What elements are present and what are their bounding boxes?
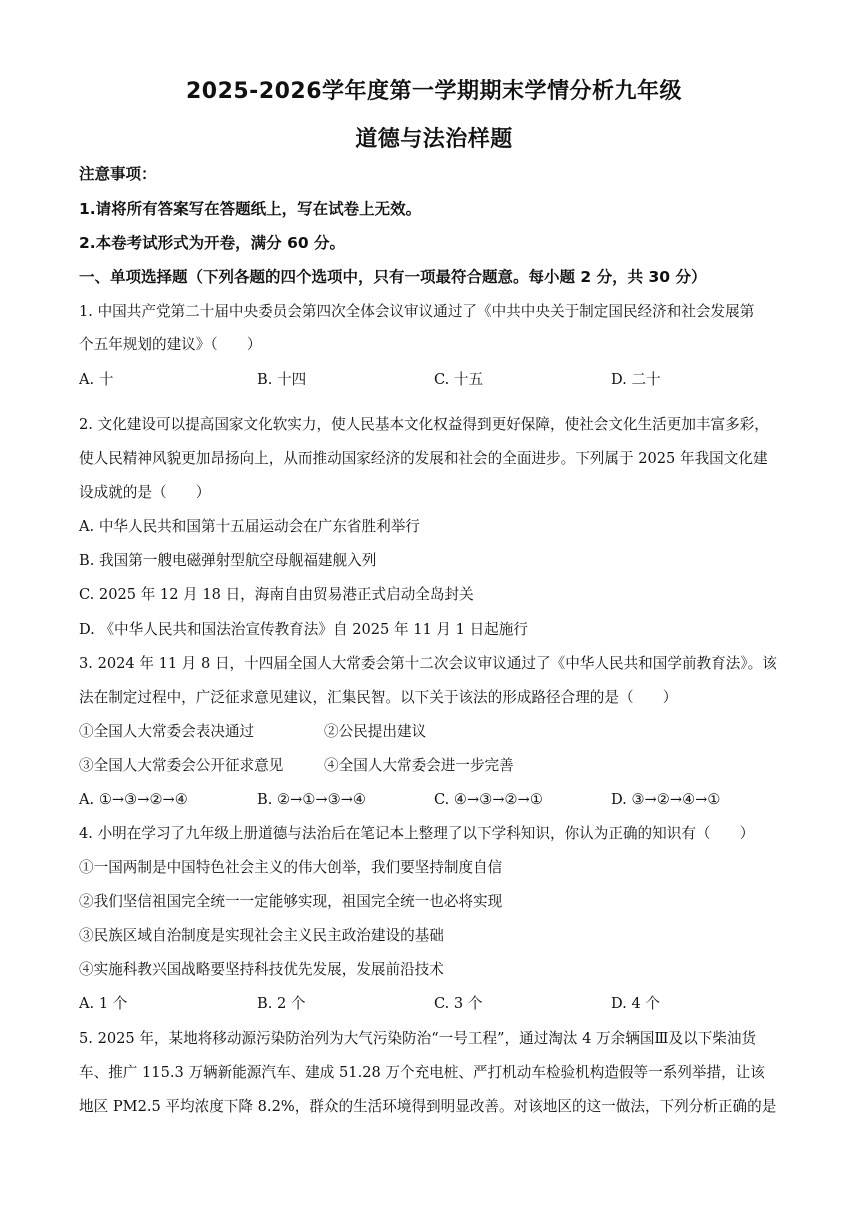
notice-heading: 注意事项：	[79, 165, 157, 183]
q4-statement-2: ②我们坚信祖国完全统一一定能够实现，祖国完全统一也必将实现	[79, 893, 503, 910]
q3-option-d: D. ③→②→④→①	[611, 791, 721, 808]
q3-options	[79, 789, 799, 811]
q2-option-d: D. 《中华人民共和国法治宣传教育法》自 2025 年 11 月 1 日起施行	[79, 621, 528, 638]
q1-stem-line-1: 1. 中国共产党第二十届中央委员会第四次全体会议审议通过了《中共中央关于制定国民经济和社会发展第	[79, 303, 755, 320]
q3-option-c: C. ④→③→②→①	[434, 791, 543, 808]
q2-option-b: B. 我国第一艘电磁弹射型航空母舰福建舰入列	[79, 552, 377, 569]
q1-option-a: A. 十	[79, 371, 114, 388]
q5-stem-line-3: 地区 PM2.5 平均浓度下降 8.2%，群众的生活环境得到明显改善。对该地区的这一做法，下列分析正确的是	[79, 1098, 777, 1115]
q2-stem-line-1: 2. 文化建设可以提高国家文化软实力，使人民基本文化权益得到更好保障，使社会文化生活更加丰富多彩，	[79, 416, 769, 433]
q3-statements-row-2	[79, 755, 799, 777]
q3-statement-3: ③全国人大常委会公开征求意见	[79, 757, 284, 774]
q4-option-c: C. 3 个	[434, 995, 483, 1012]
q1-option-b: B. 十四	[257, 371, 307, 388]
q2-option-c: C. 2025 年 12 月 18 日，海南自由贸易港正式启动全岛封关	[79, 586, 474, 603]
q4-stem-line-1: 4. 小明在学习了九年级上册道德与法治后在笔记本上整理了以下学科知识，你认为正确的知识有（ ）	[79, 825, 755, 842]
q2-stem-line-2: 使人民精神风貌更加昂扬向上，从而推动国家经济的发展和社会的全面进步。下列属于 2025 年我国文化建	[79, 450, 768, 467]
q4-option-b: B. 2 个	[257, 995, 306, 1012]
q5-stem-line-1: 5. 2025 年，某地将移动源污染防治列为大气污染防治“一号工程”，通过淘汰 4 万余辆国Ⅲ及以下柴油货	[79, 1030, 757, 1047]
q4-option-a: A. 1 个	[79, 995, 128, 1012]
q1-stem-line-2: 个五年规划的建议》（ ）	[79, 336, 262, 353]
q4-statement-3: ③民族区域自治制度是实现社会主义民主政治建设的基础	[79, 927, 444, 944]
q4-option-d: D. 4 个	[611, 995, 660, 1012]
q3-stem-line-1: 3. 2024 年 11 月 8 日，十四届全国人大常委会第十二次会议审议通过了《中华人民共和国学前教育法》。该	[79, 655, 777, 672]
notice-item-2: 2.本卷考试形式为开卷，满分 60 分。	[79, 234, 346, 252]
q3-statement-2: ②公民提出建议	[324, 723, 427, 740]
q4-options	[79, 993, 799, 1015]
q3-option-b: B. ②→①→③→④	[257, 791, 367, 808]
q3-statement-4: ④全国人大常委会进一步完善	[324, 757, 514, 774]
q3-statements-row-1	[79, 721, 799, 743]
q2-option-a: A. 中华人民共和国第十五届运动会在广东省胜利举行	[79, 518, 420, 535]
q3-statement-1: ①全国人大常委会表决通过	[79, 723, 255, 740]
q5-stem-line-2: 车、推广 115.3 万辆新能源汽车、建成 51.28 万个充电桩、严打机动车检验机构造假等一系列举措，让该	[79, 1064, 765, 1081]
q4-statement-4: ④实施科教兴国战略要坚持科技优先发展，发展前沿技术	[79, 961, 444, 978]
q3-stem-line-2: 法在制定过程中，广泛征求意见建议，汇集民智。以下关于该法的形成路径合理的是（ ）	[79, 689, 678, 706]
notice-item-1: 1.请将所有答案写在答题纸上，写在试卷上无效。	[79, 200, 422, 218]
q1-option-c: C. 十五	[434, 371, 484, 388]
exam-title: 2025-2026学年度第一学期期末学情分析九年级	[185, 79, 683, 104]
section-heading: 一、单项选择题（下列各题的四个选项中，只有一项最符合题意。每小题 2 分，共 30 分）	[79, 268, 707, 286]
exam-subject-title: 道德与法治样题	[355, 127, 513, 152]
q1-option-d: D. 二十	[611, 371, 661, 388]
q3-option-a: A. ①→③→②→④	[79, 791, 188, 808]
q4-statement-1: ①一国两制是中国特色社会主义的伟大创举，我们要坚持制度自信	[79, 859, 503, 876]
q2-stem-line-3: 设成就的是（ ）	[79, 484, 211, 501]
q1-options	[79, 369, 799, 391]
